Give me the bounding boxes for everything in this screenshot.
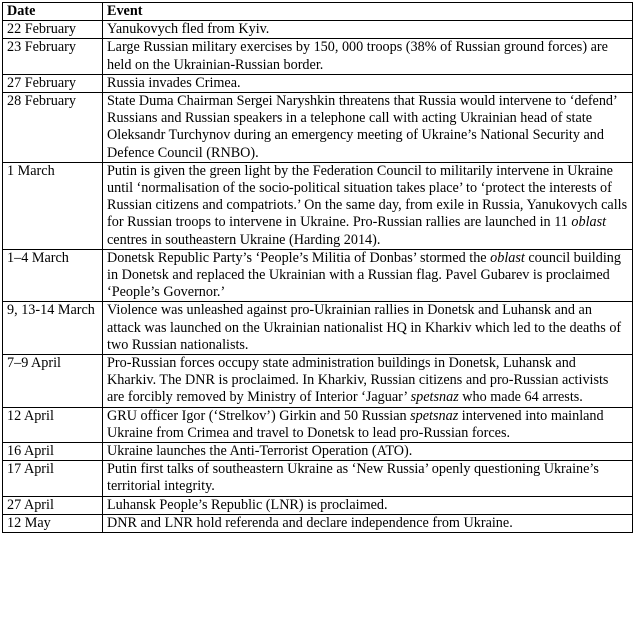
table-row — [3, 21, 633, 39]
event-text-segment: Donetsk Republic Party’s ‘People’s Militia of Donbas’ stormed the — [107, 249, 491, 266]
event-text-segment: Large Russian military exercises by 150, 000 troops (38% of Russian ground forces) are held on the Ukrainian-Russian border. — [107, 39, 608, 73]
date-cell: 23 February — [3, 39, 103, 74]
event-cell — [103, 302, 633, 355]
table-row — [3, 496, 633, 514]
event-italic-term: oblast — [490, 249, 525, 266]
table-row — [3, 355, 633, 408]
event-cell — [103, 407, 633, 442]
table-row — [3, 302, 633, 355]
date-cell: 9, 13-14 March — [3, 302, 103, 355]
event-text-segment: GRU officer Igor (‘Strelkov’) Girkin and 50 Russian — [107, 407, 411, 424]
event-text-segment: Yanukovych fled from Kyiv. — [107, 21, 270, 38]
event-italic-term: spetsnaz — [410, 407, 459, 424]
table-row — [3, 407, 633, 442]
date-cell: 12 April — [3, 407, 103, 442]
table-row — [3, 39, 633, 74]
event-text-segment: who made 64 arrests. — [458, 389, 583, 406]
event-text-segment: Pro-Russian forces occupy state administration buildings in Donetsk, Luhansk and Kharkiv. The DNR is proclaimed. In Kharkiv, Russian citizens and pro-Russian activists are forcibly removed by Ministry of Interior ‘Jaguar’ — [107, 355, 609, 406]
event-cell — [103, 443, 633, 461]
table-header-row — [3, 3, 633, 21]
event-text-segment: Violence was unleashed against pro-Ukrainian rallies in Donetsk and Luhansk and an attack was launched on the Ukrainian nationalist HQ in Kharkiv which led to the deaths of two Russian nationalists. — [107, 302, 622, 353]
document-page — [2, 2, 632, 533]
date-cell: 28 February — [3, 93, 103, 163]
event-text-segment: Ukraine launches the Anti-Terrorist Operation (ATO). — [107, 443, 413, 460]
event-text-segment: council building in Donetsk and replaced the Ukrainian with a Russian flag. Pavel Gubarev is proclaimed ‘People’s Governor.’ — [107, 249, 621, 301]
table-row — [3, 461, 633, 496]
event-cell — [103, 162, 633, 249]
event-text-segment: DNR and LNR hold referenda and declare independence from Ukraine. — [107, 514, 513, 531]
event-cell — [103, 496, 633, 514]
event-italic-term: oblast — [571, 214, 607, 231]
date-cell: 7–9 April — [3, 355, 103, 408]
date-column-header: Date — [3, 3, 103, 21]
event-column-header: Event — [103, 3, 633, 21]
date-cell: 27 February — [3, 74, 103, 92]
event-cell — [103, 249, 633, 302]
timeline-body — [3, 21, 633, 533]
event-cell — [103, 93, 633, 163]
event-italic-term: spetsnaz — [410, 389, 459, 406]
table-row — [3, 514, 633, 532]
event-text-segment: State Duma Chairman Sergei Naryshkin threatens that Russia would intervene to ‘defend’ Russians and Russian speakers in a telephone call with acting Ukrainian head of state Oleksandr Turchynov during an emergency meeting of Ukraine’s National Security and Defence Council (RNBO). — [107, 93, 617, 161]
event-text-segment: Luhansk People’s Republic (LNR) is proclaimed. — [107, 496, 388, 513]
event-text-segment: Russia invades Crimea. — [107, 74, 241, 91]
date-cell: 1 March — [3, 162, 103, 249]
event-cell — [103, 39, 633, 74]
date-cell: 1–4 March — [3, 249, 103, 302]
timeline-table — [2, 2, 633, 533]
event-text-segment: centres in southeastern Ukraine (Harding 2014). — [107, 231, 381, 248]
event-cell — [103, 74, 633, 92]
date-cell: 22 February — [3, 21, 103, 39]
event-cell — [103, 355, 633, 408]
event-cell — [103, 21, 633, 39]
event-cell — [103, 514, 633, 532]
table-row — [3, 249, 633, 302]
table-row — [3, 162, 633, 249]
event-text-segment: Putin is given the green light by the Federation Council to militarily intervene in Ukraine until ‘normalisation of the socio-political situation takes place’ to ‘protect the interests of Russian citizens and compatriots.’ On the same day, from exile in Russia, Yanukovych calls for Russian troops to intervene in Ukraine. Pro-Russian rallies are launched in 11 — [107, 162, 628, 231]
date-cell: 27 April — [3, 496, 103, 514]
date-cell: 16 April — [3, 443, 103, 461]
event-text-segment: Putin first talks of southeastern Ukraine as ‘New Russia’ openly questioning Ukraine’s territorial integrity. — [107, 461, 599, 495]
event-cell — [103, 461, 633, 496]
date-cell: 17 April — [3, 461, 103, 496]
date-cell: 12 May — [3, 514, 103, 532]
event-text-segment: intervened into mainland Ukraine from Crimea and travel to Donetsk to lead pro-Russian forces. — [107, 407, 604, 441]
table-row — [3, 74, 633, 92]
table-row — [3, 443, 633, 461]
table-row — [3, 93, 633, 163]
